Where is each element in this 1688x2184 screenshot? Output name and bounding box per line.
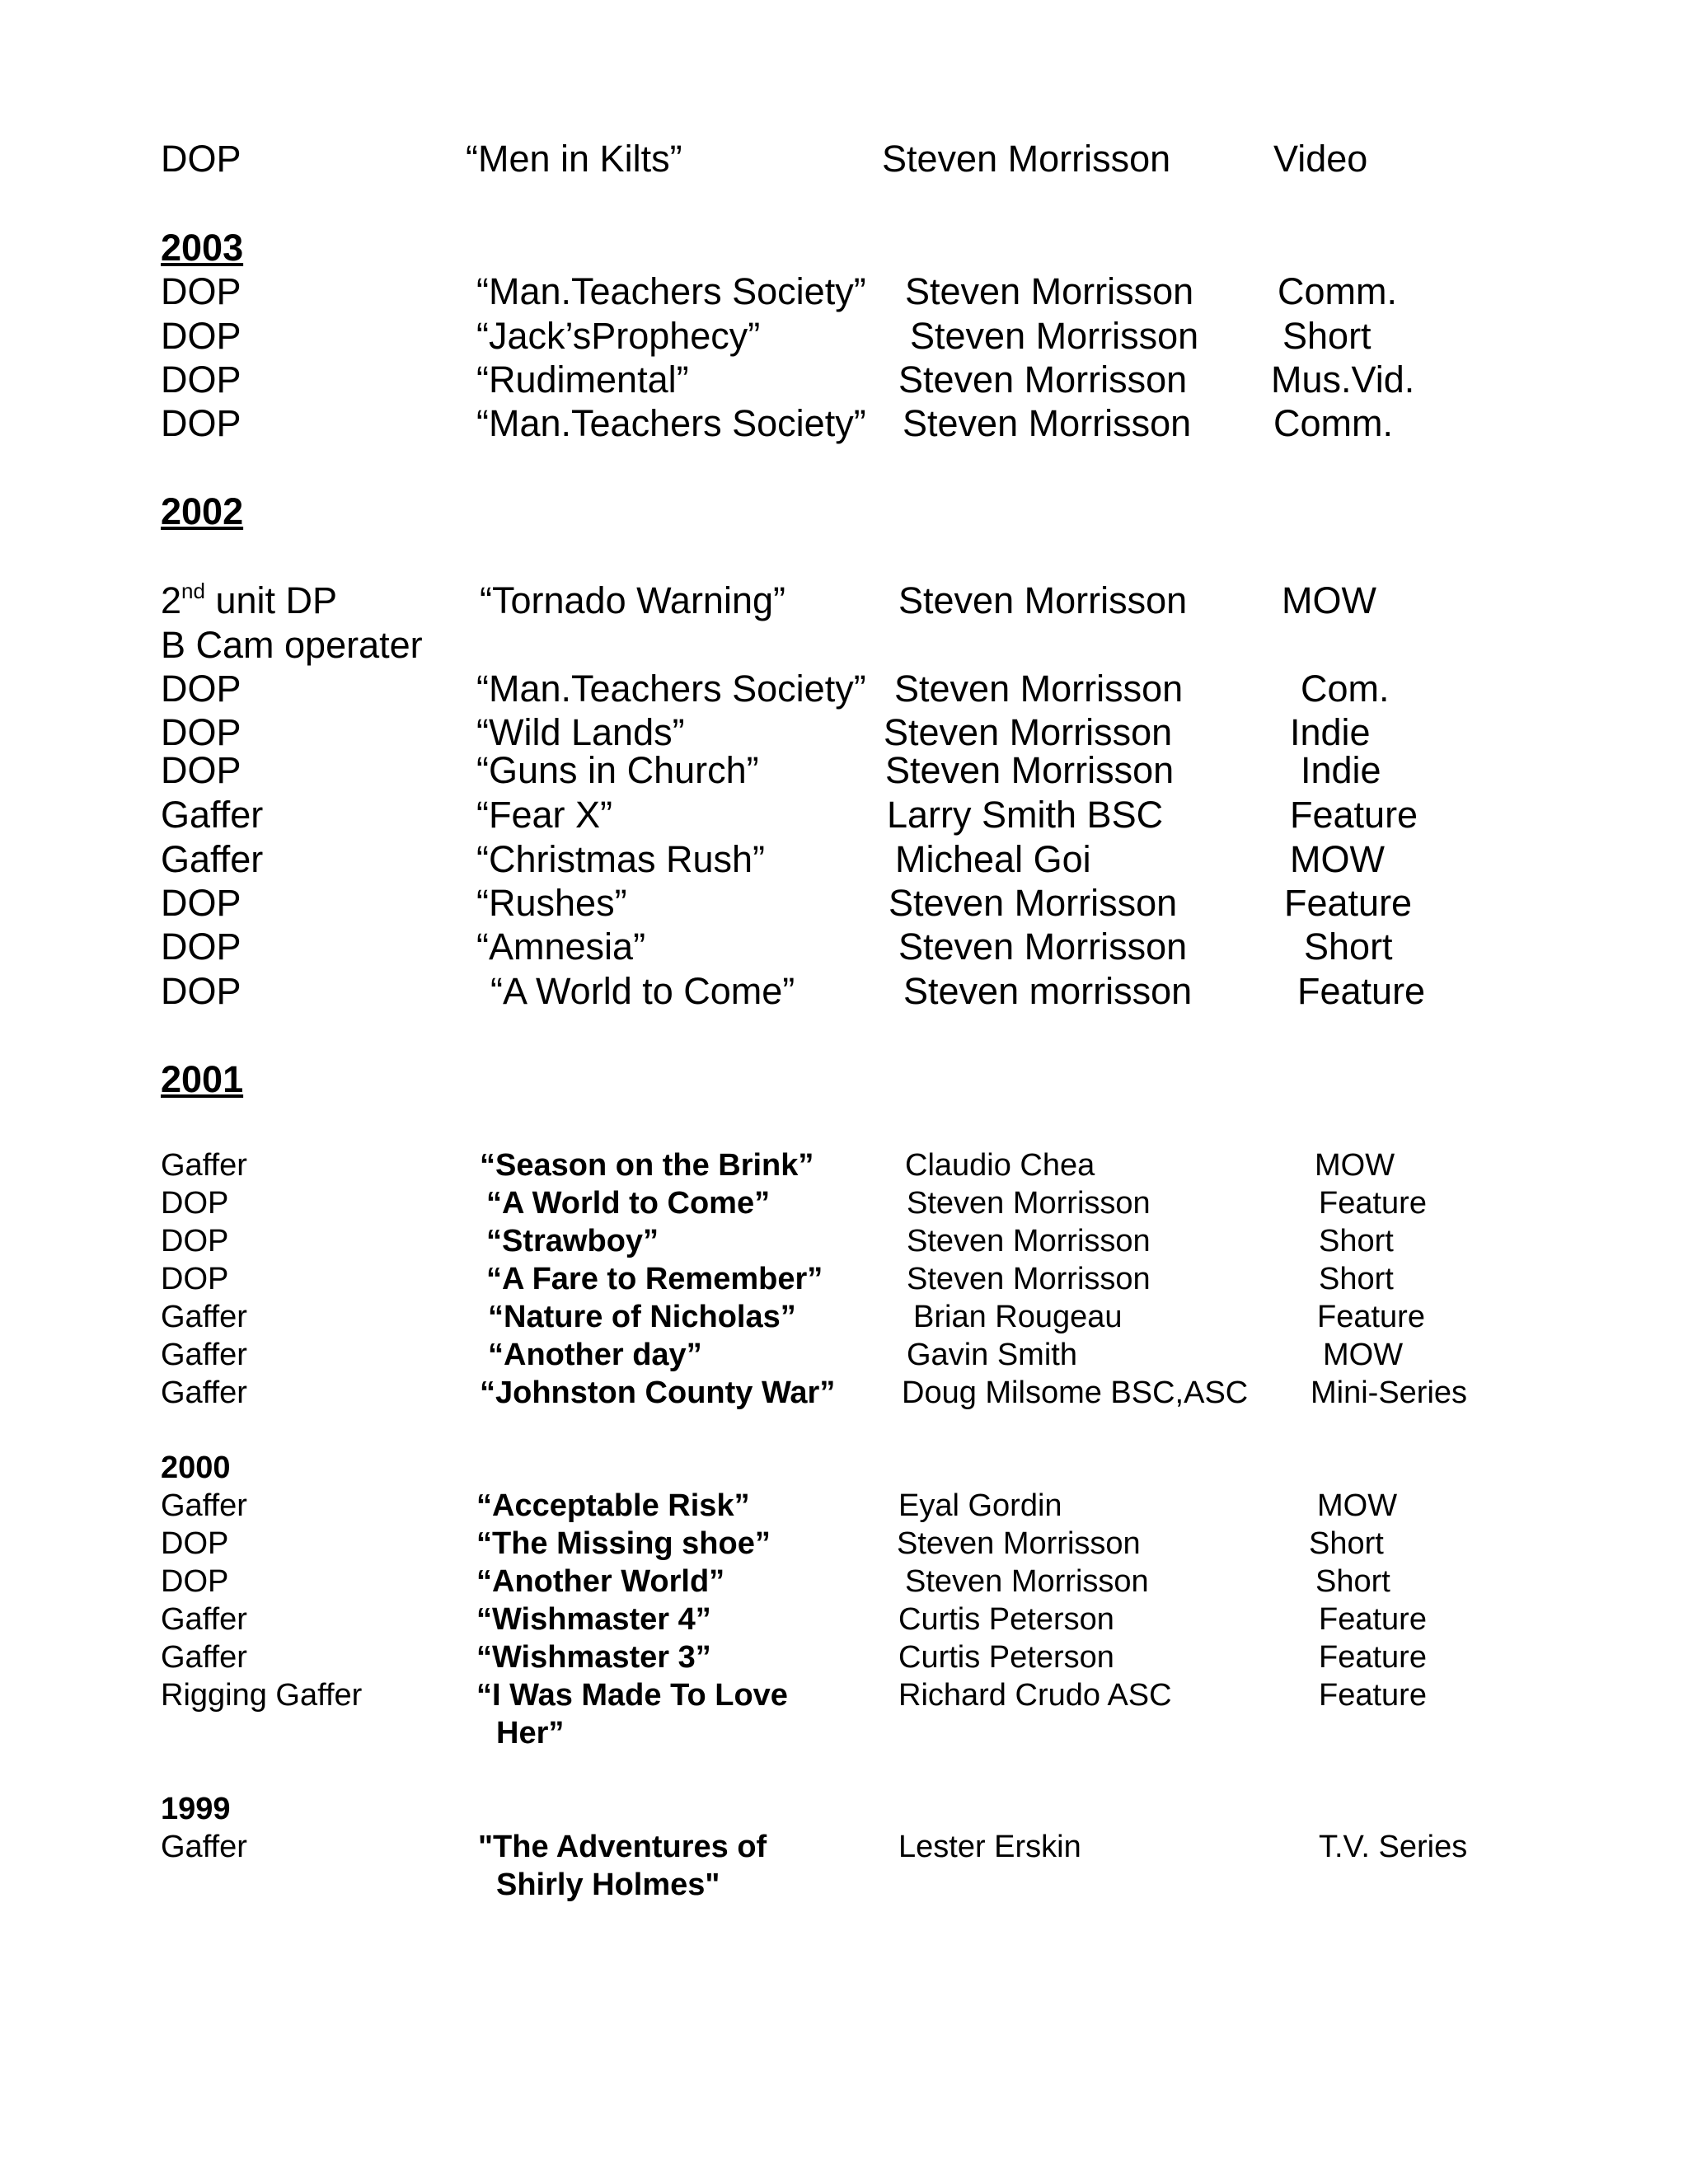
dop: Steven Morrisson [882,138,1171,180]
dop: Eyal Gordin [898,1488,1062,1523]
role: Gaffer [161,1338,247,1372]
role: DOP [161,970,241,1012]
project-type: Short [1282,315,1372,357]
project-type: Short [1319,1224,1394,1258]
role: DOP [161,1224,229,1258]
project-type: Feature [1319,1678,1427,1713]
title: “Another World” [476,1564,725,1599]
dop: Steven Morrisson [898,926,1188,968]
project-type: Feature [1290,794,1418,836]
role: Gaffer [161,1602,247,1637]
project-type: Feature [1317,1300,1425,1334]
role: DOP [161,668,241,710]
year-heading: 2002 [161,490,244,532]
title: “A Fare to Remember” [486,1262,823,1296]
project-type: MOW [1317,1488,1398,1523]
dop: Curtis Peterson [898,1640,1114,1675]
dop: Steven Morrisson [910,315,1199,357]
project-type: Video [1273,138,1368,180]
role: Rigging Gaffer [161,1678,363,1713]
project-type: Short [1315,1564,1390,1599]
project-type: Feature [1319,1186,1427,1221]
role: Gaffer [161,1148,247,1183]
role: Gaffer [161,794,264,836]
dop: Steven Morrisson [885,749,1175,791]
role: Gaffer [161,1640,247,1675]
dop: Steven Morrisson [898,359,1188,401]
dop: Steven Morrisson [907,1186,1151,1221]
title: "The Adventures of [478,1830,767,1864]
year-heading: 2001 [161,1058,244,1100]
project-type: Feature [1319,1640,1427,1675]
year-heading: 1999 [161,1792,231,1826]
dop: Curtis Peterson [898,1602,1114,1637]
dop: Steven Morrisson [894,668,1184,710]
role: DOP [161,1186,229,1221]
project-type: Feature [1297,970,1426,1012]
role: DOP [161,749,241,791]
role: DOP [161,1526,229,1561]
project-type: Comm. [1278,270,1397,312]
role: DOP [161,1564,229,1599]
title: “Tornado Warning” [480,579,785,621]
project-type: Com. [1301,668,1390,710]
title: “Wild Lands” [476,711,685,753]
title: “Wishmaster 3” [476,1640,711,1675]
title: “Acceptable Risk” [476,1488,750,1523]
dop: Steven Morrisson [907,1262,1151,1296]
project-type: Short [1304,926,1393,968]
role-ordinal: nd [181,579,205,603]
dop: Claudio Chea [905,1148,1095,1183]
title: “Rudimental” [476,359,689,401]
title-continued: Shirly Holmes" [496,1868,720,1902]
role: DOP [161,315,241,357]
title: “Another day” [488,1338,702,1372]
role: Gaffer [161,1376,247,1410]
dop: Steven Morrisson [907,1224,1151,1258]
dop: Steven Morrisson [905,270,1194,312]
title: “Amnesia” [476,926,646,968]
project-type: Indie [1290,711,1371,753]
dop: Steven Morrisson [898,579,1188,621]
project-type: MOW [1290,838,1385,880]
project-type: Short [1319,1262,1394,1296]
role: DOP [161,402,241,444]
project-type: Short [1309,1526,1384,1561]
role: Gaffer [161,1488,247,1523]
role-rest: unit DP [204,579,338,621]
title: “Nature of Nicholas” [488,1300,796,1334]
project-type: Mini-Series [1311,1376,1468,1410]
title: “I Was Made To Love [476,1678,788,1713]
dop: Steven Morrisson [903,402,1192,444]
title: “Fear X” [476,794,613,836]
title: “Johnston County War” [480,1376,836,1410]
project-type: Feature [1319,1602,1427,1637]
dop: Steven Morrisson [897,1526,1141,1561]
role-number: 2 [161,579,182,621]
dop: Richard Crudo ASC [898,1678,1172,1713]
role: DOP [161,270,241,312]
dop: Micheal Goi [895,838,1091,880]
title: “Strawboy” [486,1224,659,1258]
dop: Lester Erskin [898,1830,1081,1864]
role: DOP [161,711,241,753]
role: Gaffer [161,838,264,880]
title: “Wishmaster 4” [476,1602,711,1637]
role: DOP [161,882,241,924]
title: “Man.Teachers Society” [476,270,866,312]
role: Gaffer [161,1830,247,1864]
title: “A World to Come” [490,970,795,1012]
dop: Doug Milsome BSC,ASC [902,1376,1249,1410]
role: Gaffer [161,1300,247,1334]
title: “The Missing shoe” [476,1526,771,1561]
title: “Man.Teachers Society” [476,668,866,710]
project-type: T.V. Series [1319,1830,1468,1864]
dop: Larry Smith BSC [887,794,1164,836]
role: DOP [161,138,241,180]
project-type: MOW [1315,1148,1395,1183]
title: “Man.Teachers Society” [476,402,866,444]
year-heading: 2000 [161,1451,231,1485]
role [161,579,338,621]
role: DOP [161,1262,229,1296]
project-type: MOW [1282,579,1376,621]
project-type: MOW [1323,1338,1404,1372]
role: DOP [161,359,241,401]
title: “Season on the Brink” [480,1148,814,1183]
project-type: Mus.Vid. [1271,359,1415,401]
project-type: Comm. [1273,402,1393,444]
dop: Steven morrisson [903,970,1193,1012]
dop: Brian Rougeau [913,1300,1123,1334]
title-continued: Her” [496,1716,565,1750]
dop: Steven Morrisson [905,1564,1149,1599]
project-type: Feature [1284,882,1413,924]
title: “Rushes” [476,882,627,924]
role: B Cam operater [161,624,423,666]
title: “Christmas Rush” [476,838,766,880]
title: “Guns in Church” [476,749,759,791]
project-type: Indie [1301,749,1381,791]
dop: Gavin Smith [907,1338,1077,1372]
title: “Jack’sProphecy” [476,315,761,357]
title: “A World to Come” [486,1186,771,1221]
dop: Steven Morrisson [889,882,1178,924]
year-heading: 2003 [161,227,244,269]
dop: Steven Morrisson [884,711,1173,753]
role: DOP [161,926,241,968]
title: “Men in Kilts” [466,138,682,180]
